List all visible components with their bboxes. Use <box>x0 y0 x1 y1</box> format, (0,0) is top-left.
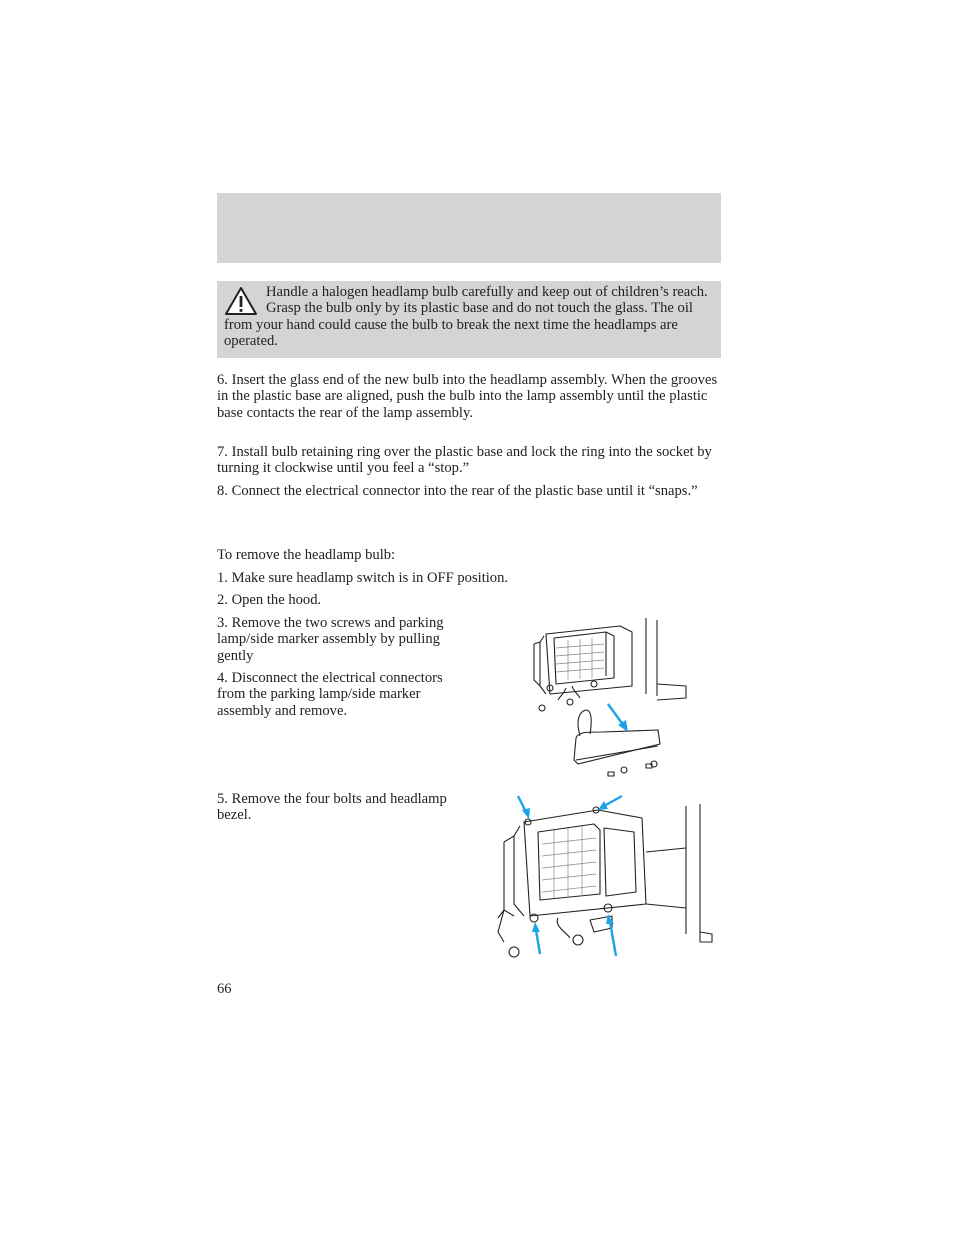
remove-step-3: 3. Remove the two screws and parking lamp/side marker assembly by pulling gently <box>217 615 444 664</box>
warning-box <box>217 281 721 358</box>
remove-step-1: 1. Make sure headlamp switch is in OFF position. <box>217 570 509 586</box>
step-8: 8. Connect the electrical connector into the rear of the plastic base until it “snaps.” <box>217 483 698 499</box>
headlamp-bezel-bolts-illustration <box>494 792 716 964</box>
remove-step-4: 4. Disconnect the electrical connectors from the parking lamp/side marker assembly and remove. <box>217 670 443 719</box>
warning-triangle-icon <box>224 286 258 316</box>
parking-lamp-removal-illustration <box>520 614 690 780</box>
remove-step-5: 5. Remove the four bolts and headlamp bezel. <box>217 791 447 824</box>
section-header-band <box>217 193 721 263</box>
remove-step-2: 2. Open the hood. <box>217 592 322 608</box>
step-6: 6. Insert the glass end of the new bulb into the headlamp assembly. When the grooves in the plastic base are aligned, push the bulb into the lamp assembly until the plastic base contacts the rear of the lamp assembly. <box>217 372 718 421</box>
remove-intro: To remove the headlamp bulb: <box>217 547 396 563</box>
warning-text: Handle a halogen headlamp bulb carefully and keep out of children’s reach. Grasp the bulb only by its plastic base and do not touch the glass. The oil from your hand could cause the bulb to break the next time the headlamps are operated. <box>224 284 708 350</box>
page-number: 66 <box>217 981 232 997</box>
step-7: 7. Install bulb retaining ring over the plastic base and lock the ring into the socket by turning it clockwise until you feel a “stop.” <box>217 444 712 477</box>
